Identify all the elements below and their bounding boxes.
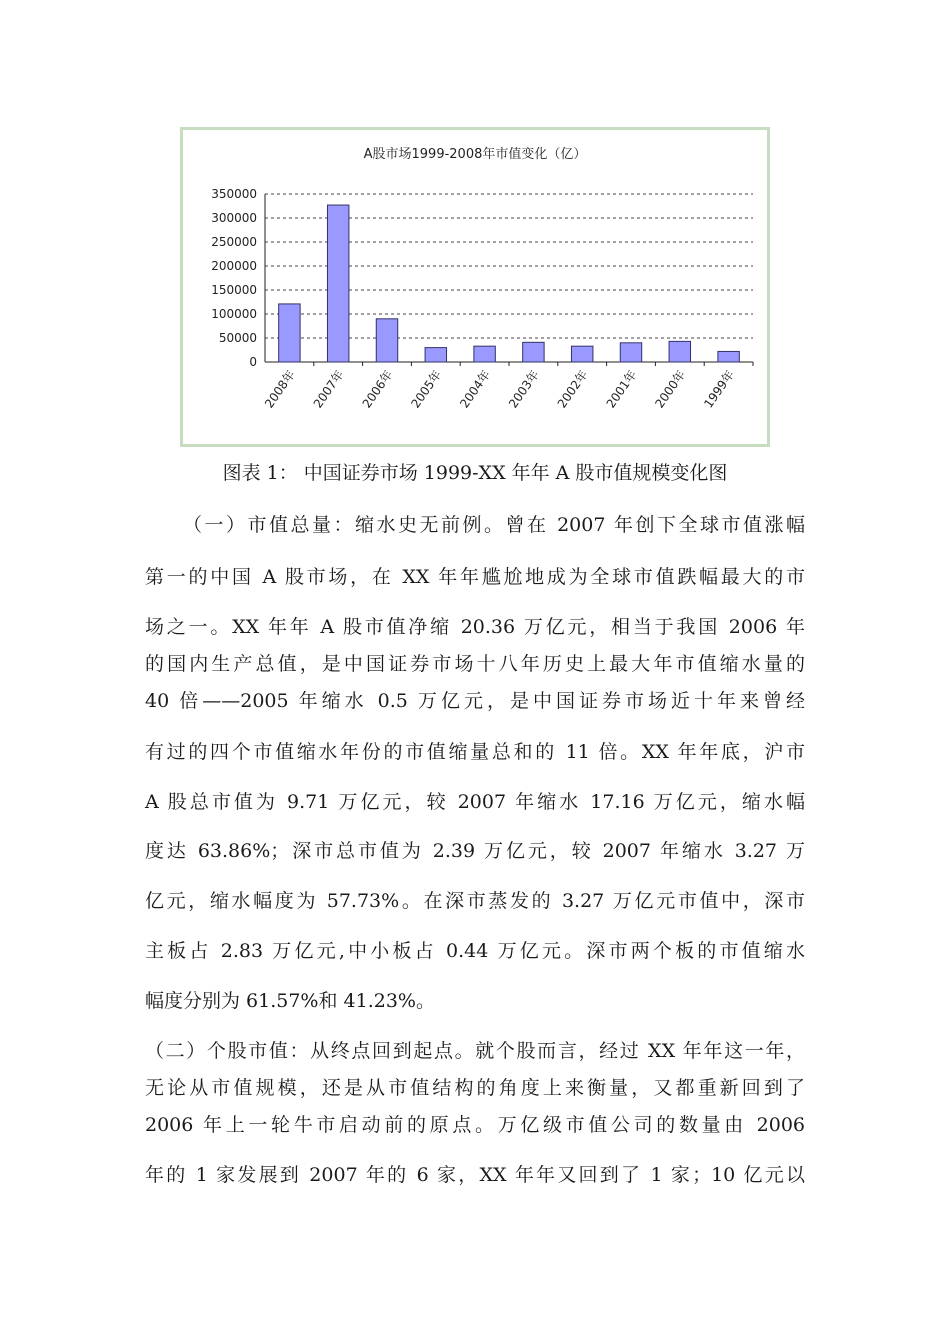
x-tick-label: 2007年 bbox=[310, 367, 347, 411]
y-tick-label: 200000 bbox=[211, 259, 257, 273]
paragraph-line: 有过的四个市值缩水年份的市值缩量总和的 11 倍。XX 年年底，沪市 bbox=[145, 741, 805, 763]
paragraph-line: 主板占 2.83 万亿元,中小板占 0.44 万亿元。深市两个板的市值缩水 bbox=[145, 940, 805, 962]
paragraph-line: 2006 年上一轮牛市启动前的原点。万亿级市值公司的数量由 2006 bbox=[145, 1114, 805, 1136]
bar bbox=[669, 341, 690, 362]
chart-canvas bbox=[183, 130, 767, 444]
bar bbox=[474, 346, 495, 362]
bar bbox=[620, 343, 641, 362]
x-tick-label: 2006年 bbox=[359, 367, 396, 411]
bar bbox=[425, 348, 446, 362]
x-tick-label: 2000年 bbox=[652, 367, 689, 411]
x-tick-label: 2005年 bbox=[408, 367, 445, 411]
x-tick-label: 2001年 bbox=[603, 367, 640, 411]
bar bbox=[523, 342, 544, 362]
paragraph-line: 第一的中国 A 股市场，在 XX 年年尴尬地成为全球市值跌幅最大的市 bbox=[145, 566, 805, 588]
x-tick-label: 2002年 bbox=[554, 367, 591, 411]
y-tick-label: 350000 bbox=[211, 187, 257, 201]
y-tick-label: 0 bbox=[249, 355, 257, 369]
paragraph-line: 幅度分别为 61.57%和 41.23%。 bbox=[145, 990, 435, 1012]
y-tick-label: 300000 bbox=[211, 211, 257, 225]
paragraph-line: 40 倍——2005 年缩水 0.5 万亿元，是中国证券市场近十年来曾经 bbox=[145, 690, 805, 712]
paragraph-line: （一）市值总量：缩水史无前例。曾在 2007 年创下全球市值涨幅 bbox=[183, 514, 805, 536]
paragraph-line: 亿元，缩水幅度为 57.73%。在深市蒸发的 3.27 万亿元市值中，深市 bbox=[145, 890, 805, 912]
paragraph-line: 年的 1 家发展到 2007 年的 6 家，XX 年年又回到了 1 家；10 亿元以 bbox=[145, 1164, 805, 1186]
x-tick-label: 1999年 bbox=[701, 367, 738, 411]
x-tick-label: 2003年 bbox=[505, 367, 542, 411]
y-tick-label: 150000 bbox=[211, 283, 257, 297]
y-tick-label: 50000 bbox=[218, 331, 257, 345]
bar bbox=[279, 304, 300, 362]
paragraph-line: （二）个股市值：从终点回到起点。就个股而言，经过 XX 年年这一年， bbox=[145, 1040, 805, 1062]
bar bbox=[327, 205, 348, 362]
y-tick-label: 100000 bbox=[211, 307, 257, 321]
x-tick-label: 2008年 bbox=[261, 367, 298, 411]
bar-chart bbox=[180, 127, 770, 447]
paragraph-line: A 股总市值为 9.71 万亿元，较 2007 年缩水 17.16 万亿元，缩水幅 bbox=[145, 791, 805, 813]
paragraph-line: 度达 63.86%；深市总市值为 2.39 万亿元，较 2007 年缩水 3.27 万 bbox=[145, 840, 805, 862]
bar bbox=[376, 319, 397, 362]
chart-title: A股市场1999-2008年市值变化（亿） bbox=[363, 147, 587, 162]
paragraph-line: 的国内生产总值，是中国证券市场十八年历史上最大年市值缩水量的 bbox=[145, 653, 805, 675]
y-tick-label: 250000 bbox=[211, 235, 257, 249]
x-tick-label: 2004年 bbox=[457, 367, 494, 411]
figure-caption: 图表 1： 中国证券市场 1999-XX 年年 A 股市值规模变化图 bbox=[222, 462, 728, 484]
bar bbox=[718, 351, 739, 362]
paragraph-line: 场之一。XX 年年 A 股市值净缩 20.36 万亿元，相当于我国 2006 年 bbox=[145, 616, 805, 638]
bar bbox=[571, 346, 592, 362]
paragraph-line: 无论从市值规模，还是从市值结构的角度上来衡量，又都重新回到了 bbox=[145, 1077, 805, 1099]
